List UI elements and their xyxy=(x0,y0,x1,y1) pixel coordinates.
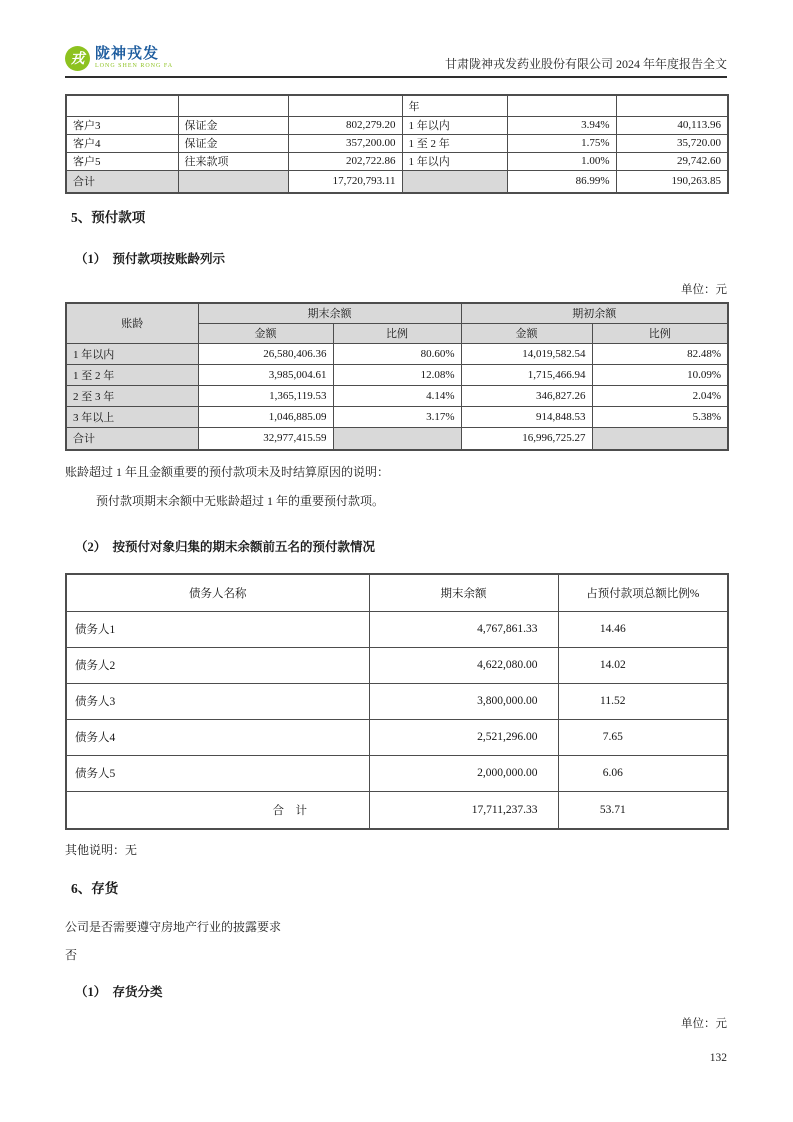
table-row xyxy=(66,95,728,116)
realestate-disclosure-question: 公司是否需要遵守房地产行业的披露要求 xyxy=(65,920,282,934)
table-row xyxy=(66,611,728,647)
cell xyxy=(66,95,178,116)
cell-total-label: 合计 xyxy=(66,427,198,450)
cell-beg-amount: 1,715,466.94 xyxy=(461,364,592,385)
header-ending-balance: 期末余额 xyxy=(369,574,558,611)
cell-ratio: 11.52 xyxy=(558,683,728,719)
cell-provision: 40,113.96 xyxy=(616,116,728,134)
header-debtor-name: 债务人名称 xyxy=(66,574,369,611)
cell-debtor-name: 债务人5 xyxy=(66,755,369,791)
cell-beg-ratio: 10.09% xyxy=(592,364,728,385)
section5-sub1-title: （1） 预付款项按账龄列示 xyxy=(75,252,226,266)
cell-aging-label: 1 年以内 xyxy=(66,343,198,364)
cell-total-provision: 190,263.85 xyxy=(616,170,728,193)
cell-ratio: 14.46 xyxy=(558,611,728,647)
cell-ratio: 14.02 xyxy=(558,647,728,683)
cell-debtor-name: 债务人4 xyxy=(66,719,369,755)
cell-nature: 保证金 xyxy=(178,134,288,152)
realestate-disclosure-answer: 否 xyxy=(65,948,78,962)
top5-prepayment-table xyxy=(65,573,729,830)
cell-end-ratio: 3.17% xyxy=(333,406,461,427)
cell-beg-ratio: 2.04% xyxy=(592,385,728,406)
cell xyxy=(616,95,728,116)
cell-customer: 客户5 xyxy=(66,152,178,170)
cell-end-ratio: 80.60% xyxy=(333,343,461,364)
cell-beg-ratio: 5.38% xyxy=(592,406,728,427)
cell-end-amount: 1,365,119.53 xyxy=(198,385,333,406)
table-row xyxy=(66,364,728,385)
cell-aging-label: 3 年以上 xyxy=(66,406,198,427)
cell xyxy=(178,170,288,193)
cell xyxy=(288,95,402,116)
header-amount: 金额 xyxy=(461,323,592,343)
carryover-table xyxy=(65,94,729,194)
table-total-row xyxy=(66,427,728,450)
company-logo xyxy=(65,46,173,71)
cell-beg-amount: 14,019,582.54 xyxy=(461,343,592,364)
aging-note-title: 账龄超过 1 年且金额重要的预付款项未及时结算原因的说明： xyxy=(65,465,390,479)
cell-aging: 1 年以内 xyxy=(402,152,507,170)
cell-amount: 357,200.00 xyxy=(288,134,402,152)
cell-ratio: 6.06 xyxy=(558,755,728,791)
cell-total-ratio: 86.99% xyxy=(507,170,616,193)
header-aging: 账龄 xyxy=(66,303,198,343)
header-ratio: 比例 xyxy=(333,323,461,343)
cell-amount: 802,279.20 xyxy=(288,116,402,134)
report-title: 甘肃陇神戎发药业股份有限公司 2024 年年度报告全文 xyxy=(444,57,727,71)
aging-note-body: 预付款项期末余额中无账龄超过 1 年的重要预付款项。 xyxy=(96,494,385,508)
cell-aging-fragment: 年 xyxy=(402,95,507,116)
cell-total-beg-amount: 16,996,725.27 xyxy=(461,427,592,450)
brand-name-en: LONG SHEN RONG FA xyxy=(95,63,174,70)
table-total-row xyxy=(66,791,728,829)
section5-title: 5、预付款项 xyxy=(71,210,146,225)
cell-total-amount: 17,720,793.11 xyxy=(288,170,402,193)
cell-debtor-name: 债务人3 xyxy=(66,683,369,719)
brand-text xyxy=(95,47,173,70)
table-row xyxy=(66,134,728,152)
cell-aging: 1 至 2 年 xyxy=(402,134,507,152)
cell-end-amount: 3,985,004.61 xyxy=(198,364,333,385)
cell-beg-amount: 346,827.26 xyxy=(461,385,592,406)
cell-nature: 保证金 xyxy=(178,116,288,134)
logo-icon: 戎 xyxy=(65,46,90,71)
header-ratio: 占预付款项总额比例% xyxy=(558,574,728,611)
cell-amount: 3,800,000.00 xyxy=(369,683,558,719)
cell-total-ratio: 53.71 xyxy=(558,791,728,829)
cell-aging: 1 年以内 xyxy=(402,116,507,134)
cell-end-ratio: 12.08% xyxy=(333,364,461,385)
section6-title: 6、存货 xyxy=(71,881,119,896)
unit-label: 单位：元 xyxy=(681,284,727,296)
cell-end-amount: 1,046,885.09 xyxy=(198,406,333,427)
unit-label: 单位：元 xyxy=(681,1018,727,1030)
section6-sub1-title: （1） 存货分类 xyxy=(75,985,163,999)
cell xyxy=(507,95,616,116)
cell-end-ratio: 4.14% xyxy=(333,385,461,406)
cell-customer: 客户3 xyxy=(66,116,178,134)
cell-ratio: 3.94% xyxy=(507,116,616,134)
cell-provision: 35,720.00 xyxy=(616,134,728,152)
cell-amount: 2,000,000.00 xyxy=(369,755,558,791)
header-ending-balance: 期末余额 xyxy=(198,303,461,323)
table-total-row xyxy=(66,170,728,193)
cell-total-end-amount: 32,977,415.59 xyxy=(198,427,333,450)
cell-total-label: 合 计 xyxy=(66,791,369,829)
table-row xyxy=(66,406,728,427)
table-row xyxy=(66,385,728,406)
cell xyxy=(178,95,288,116)
table-row xyxy=(66,343,728,364)
cell xyxy=(402,170,507,193)
other-note: 其他说明：无 xyxy=(65,843,138,857)
cell-customer: 客户4 xyxy=(66,134,178,152)
report-header xyxy=(65,44,727,78)
table-row xyxy=(66,719,728,755)
cell-provision: 29,742.60 xyxy=(616,152,728,170)
section5-sub2-title: （2） 按预付对象归集的期末余额前五名的预付款情况 xyxy=(75,540,376,554)
cell-aging-label: 1 至 2 年 xyxy=(66,364,198,385)
prepayment-aging-table xyxy=(65,302,729,451)
cell-empty xyxy=(592,427,728,450)
table-header-row xyxy=(66,303,728,323)
cell-aging-label: 2 至 3 年 xyxy=(66,385,198,406)
cell-ratio: 1.75% xyxy=(507,134,616,152)
brand-name-cn: 陇神戎发 xyxy=(95,45,160,62)
table-row xyxy=(66,755,728,791)
table-row xyxy=(66,116,728,134)
cell-nature: 往来款项 xyxy=(178,152,288,170)
cell-end-amount: 26,580,406.36 xyxy=(198,343,333,364)
table-row xyxy=(66,683,728,719)
header-amount: 金额 xyxy=(198,323,333,343)
cell-debtor-name: 债务人1 xyxy=(66,611,369,647)
table-row xyxy=(66,647,728,683)
cell-amount: 2,521,296.00 xyxy=(369,719,558,755)
table-row xyxy=(66,152,728,170)
header-ratio: 比例 xyxy=(592,323,728,343)
cell-amount: 202,722.86 xyxy=(288,152,402,170)
cell-beg-ratio: 82.48% xyxy=(592,343,728,364)
header-beginning-balance: 期初余额 xyxy=(461,303,728,323)
cell-amount: 4,767,861.33 xyxy=(369,611,558,647)
page-number: 132 xyxy=(709,1052,727,1064)
cell-empty xyxy=(333,427,461,450)
cell-ratio: 1.00% xyxy=(507,152,616,170)
cell-ratio: 7.65 xyxy=(558,719,728,755)
cell-total-amount: 17,711,237.33 xyxy=(369,791,558,829)
cell-beg-amount: 914,848.53 xyxy=(461,406,592,427)
cell-debtor-name: 债务人2 xyxy=(66,647,369,683)
cell-amount: 4,622,080.00 xyxy=(369,647,558,683)
table-header-row xyxy=(66,574,728,611)
cell-total-label: 合计 xyxy=(66,170,178,193)
